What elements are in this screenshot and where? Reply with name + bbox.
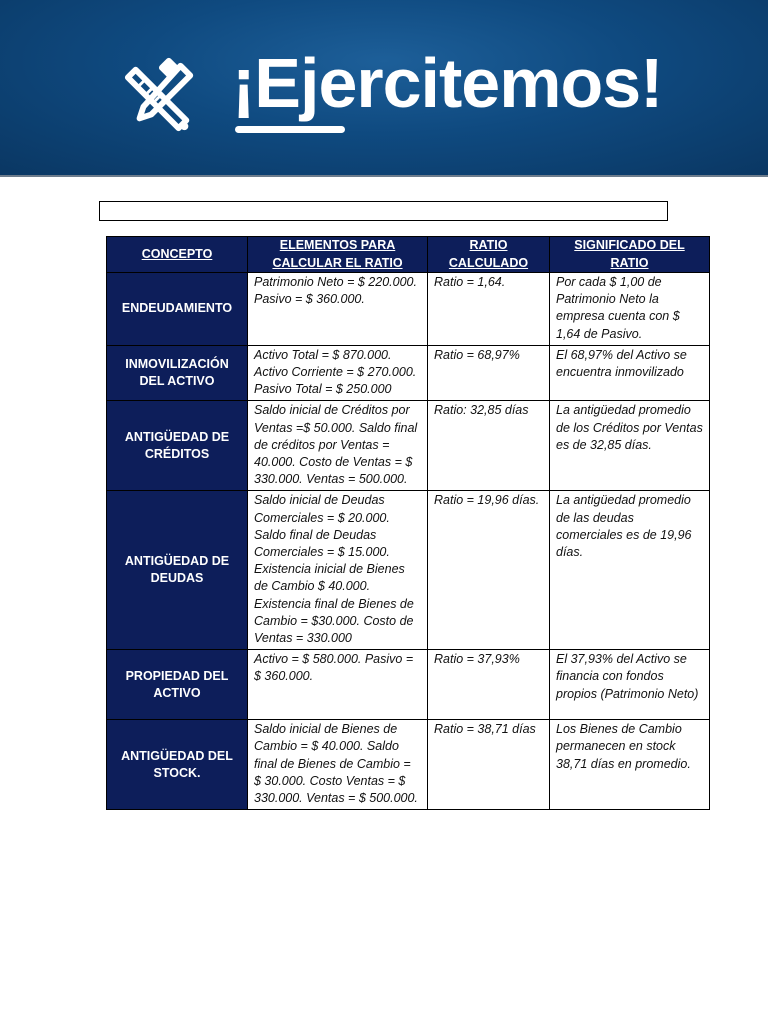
concept-cell: ANTIGÜEDAD DE CRÉDITOS <box>107 401 248 491</box>
header-ratio: RATIO CALCULADO <box>428 237 550 273</box>
concept-cell: ANTIGÜEDAD DEL STOCK. <box>107 720 248 810</box>
concept-cell: INMOVILIZACIÓN DEL ACTIVO <box>107 345 248 401</box>
header-significado: SIGNIFICADO DEL RATIO <box>550 237 710 273</box>
meaning-cell: El 68,97% del Activo se encuentra inmovilizado <box>550 345 710 401</box>
elements-cell: Saldo inicial de Bienes de Cambio = $ 40.000. Saldo final de Bienes de Cambio = $ 30.000. Costo Ventas = $ 330.000. Ventas = $ 500.000. <box>248 720 428 810</box>
table-row <box>107 720 710 810</box>
ratio-cell: Ratio = 19,96 días. <box>428 491 550 650</box>
table-row <box>107 650 710 720</box>
banner-title: ¡Ejercitemos! <box>232 44 663 122</box>
elements-cell: Saldo inicial de Deudas Comerciales = $ 20.000. Saldo final de Deudas Comerciales = $ 15.000. Existencia inicial de Bienes de Cambio $ 40.000. Existencia final de Bienes de Cambio = $30.000. Costo de Ventas = 330.000 <box>248 491 428 650</box>
ratio-cell: Ratio = 1,64. <box>428 273 550 346</box>
title-underline <box>235 126 345 133</box>
header-banner <box>0 0 768 177</box>
concept-cell: PROPIEDAD DEL ACTIVO <box>107 650 248 720</box>
elements-cell: Activo = $ 580.000. Pasivo = $ 360.000. <box>248 650 428 720</box>
elements-cell: Activo Total = $ 870.000. Activo Corriente = $ 270.000. Pasivo Total = $ 250.000 <box>248 345 428 401</box>
table-row <box>107 401 710 491</box>
concept-cell: ENDEUDAMIENTO <box>107 273 248 346</box>
table-row <box>107 345 710 401</box>
elements-cell: Saldo inicial de Créditos por Ventas =$ 50.000. Saldo final de créditos por Ventas = 40.000. Costo de Ventas = $ 330.000. Ventas = 500.000. <box>248 401 428 491</box>
ratio-cell: Ratio = 38,71 días <box>428 720 550 810</box>
ratio-cell: Ratio: 32,85 días <box>428 401 550 491</box>
empty-title-box <box>99 201 668 221</box>
table-row <box>107 491 710 650</box>
meaning-cell: Por cada $ 1,00 de Patrimonio Neto la empresa cuenta con $ 1,64 de Pasivo. <box>550 273 710 346</box>
meaning-cell: El 37,93% del Activo se financia con fondos propios (Patrimonio Neto) <box>550 650 710 720</box>
header-concepto: CONCEPTO <box>107 237 248 273</box>
concept-cell: ANTIGÜEDAD DE DEUDAS <box>107 491 248 650</box>
table-row <box>107 273 710 346</box>
meaning-cell: La antigüedad promedio de las deudas comerciales es de 19,96 días. <box>550 491 710 650</box>
elements-cell: Patrimonio Neto = $ 220.000. Pasivo = $ 360.000. <box>248 273 428 346</box>
ratios-table <box>106 236 710 810</box>
meaning-cell: Los Bienes de Cambio permanecen en stock 38,71 días en promedio. <box>550 720 710 810</box>
ruler-pencil-icon <box>122 55 200 135</box>
meaning-cell: La antigüedad promedio de los Créditos por Ventas es de 32,85 días. <box>550 401 710 491</box>
header-elementos: ELEMENTOS PARA CALCULAR EL RATIO <box>248 237 428 273</box>
ratio-cell: Ratio = 68,97% <box>428 345 550 401</box>
table-header-row <box>107 237 710 273</box>
ratio-cell: Ratio = 37,93% <box>428 650 550 720</box>
